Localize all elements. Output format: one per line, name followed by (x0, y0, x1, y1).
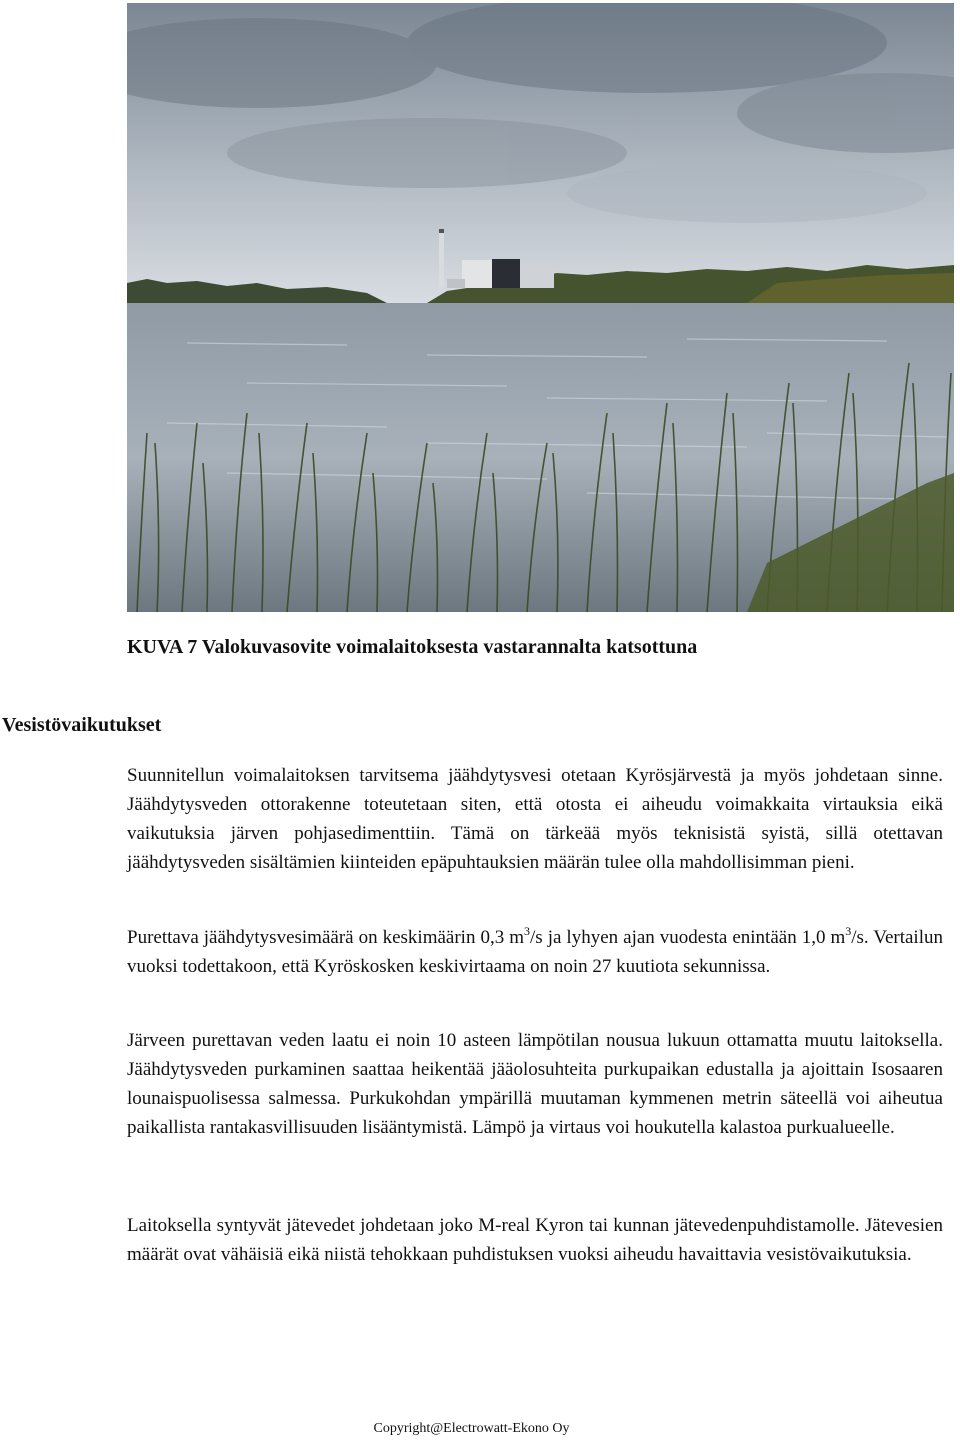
discharge-text-2: /s ja lyhyen ajan vuodesta enintään 1,0 m (530, 927, 846, 948)
discharge-text-3: /s. Vertailun vuoksi todettakoon, että Kyröskosken keskivirtaama on noin 27 kuutiota sekunnissa. (127, 927, 943, 977)
cubic-superscript-2: 3 (845, 924, 852, 938)
power-plant-lake-photo (127, 3, 954, 612)
paragraph-water-quality: Järveen purettavan veden laatu ei noin 10 asteen lämpötilan nousua lukuun ottamatta muutu laitoksella. Jäähdytysveden purkaminen saattaa heikentää jääolosuhteita purkupaikan edustalla ja ajoittain Isosaaren lounaispuolisessa salmessa. Purkukohdan ympärillä muutaman kymmenen metrin säteellä voi aiheutua paikallista rantakasvillisuuden lisääntymistä. Lämpö ja virtaus voi houkutella kalastoa purkualueelle. (127, 1030, 943, 1138)
section-heading: Vesistövaikutukset (2, 714, 162, 736)
cubic-superscript-1: 3 (524, 924, 531, 938)
figure-caption: KUVA 7 Valokuvasovite voimalaitoksesta vastarannalta katsottuna (127, 636, 698, 658)
copyright-footer: Copyright@Electrowatt-Ekono Oy (373, 1421, 570, 1436)
discharge-text-1: Purettava jäähdytysvesimäärä on keskimäärin 0,3 m (127, 927, 525, 948)
paragraph-wastewater: Laitoksella syntyvät jätevedet johdetaan joko M-real Kyron tai kunnan jätevedenpuhdistamolle. Jätevesien määrät ovat vähäisiä eikä niistä tehokkaan puhdistuksen vuoksi aiheudu havaittavia vesistövaikutuksia. (127, 1215, 943, 1265)
paragraph-cooling-water-intake: Suunnitellun voimalaitoksen tarvitsema jäähdytysvesi otetaan Kyrösjärvestä ja myös johdetaan sinne. Jäähdytysveden ottorakenne toteutetaan siten, että otosta ei aiheudu voimakkaita virtauksia eikä vaikutuksia järven pohjasedimenttiin. Tämä on tärkeää myös teknisistä syistä, sillä otettavan jäähdytysveden sisältämien kiinteiden epäpuhtauksien määrän tulee olla mahdollisimman pieni. (127, 765, 943, 873)
paragraph-discharge-volume (127, 923, 943, 981)
